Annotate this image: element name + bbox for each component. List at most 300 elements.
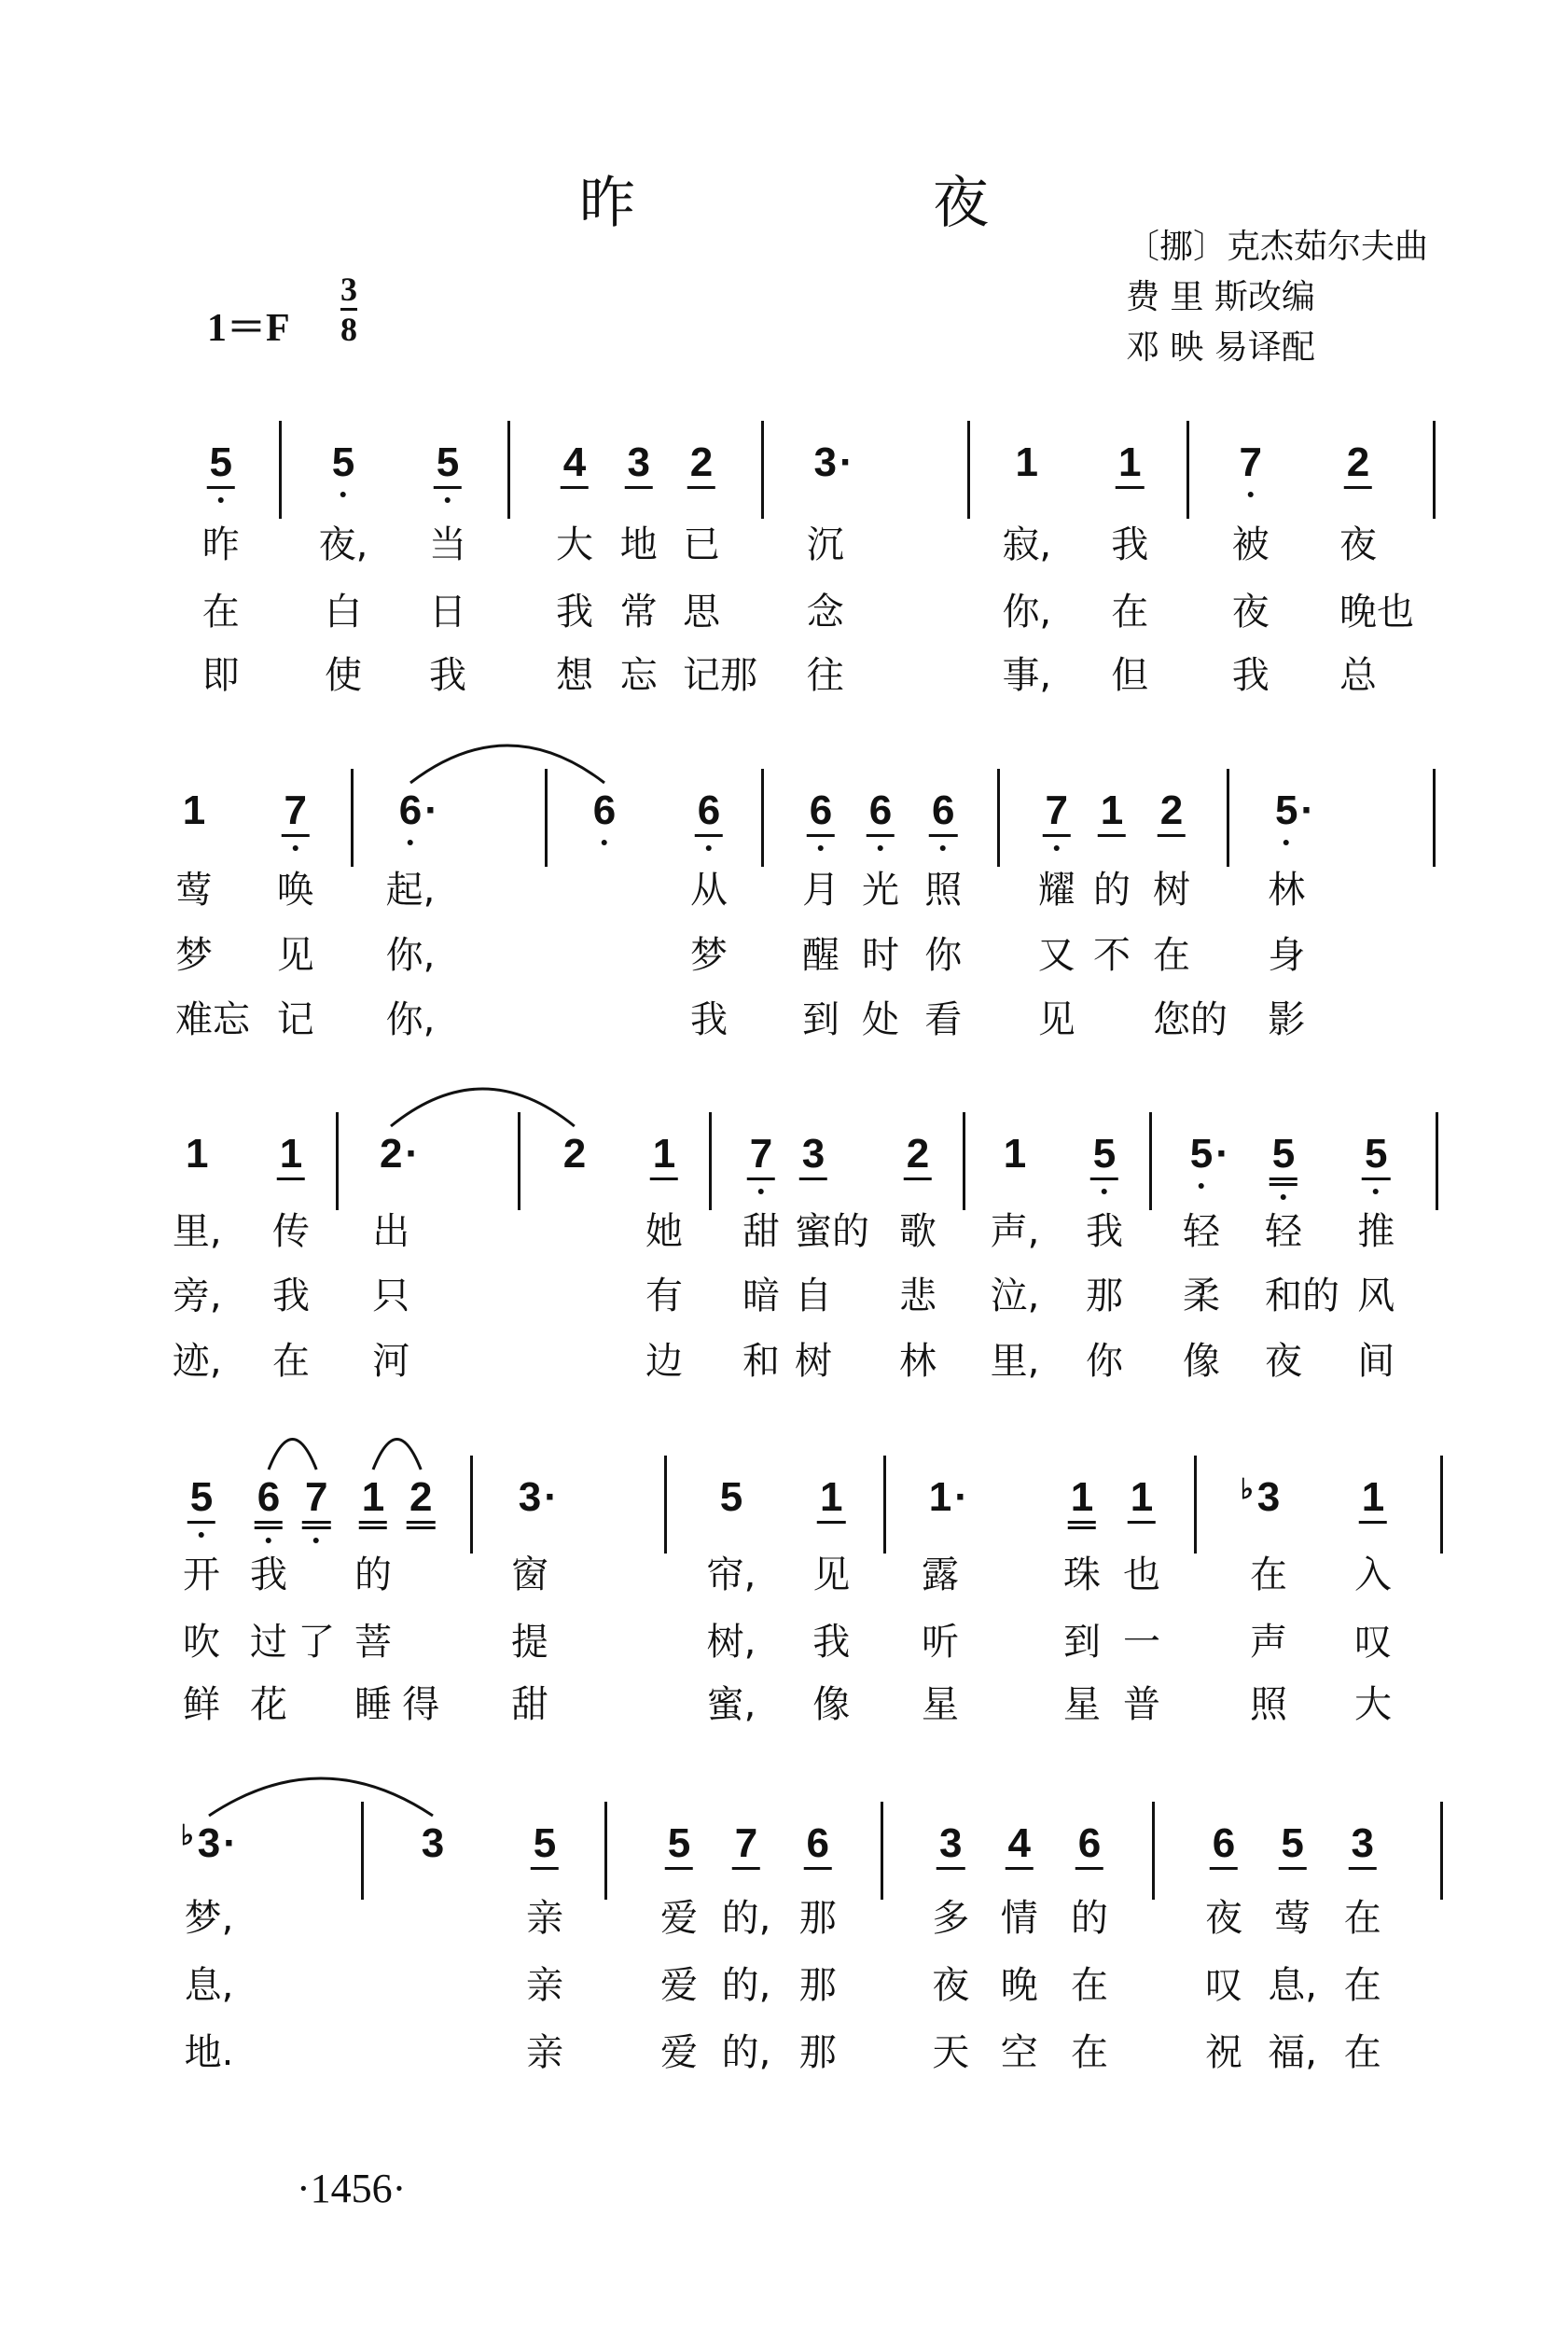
- lyric-syllable: 林: [1268, 869, 1306, 912]
- note-digit: 7: [1045, 787, 1069, 833]
- beam-underline: [1128, 1521, 1156, 1524]
- lyric-syllable: 鲜: [183, 1683, 220, 1726]
- note: [398, 787, 438, 834]
- note-digit: 7: [749, 1131, 773, 1177]
- lyric-syllable: 影: [1268, 998, 1306, 1041]
- note: [280, 1131, 302, 1177]
- note-digit: 6: [809, 787, 833, 833]
- flat-accidental: ♭: [1240, 1474, 1254, 1505]
- note: [284, 787, 307, 834]
- barline: [336, 1112, 339, 1210]
- lyric-syllable: 息,: [184, 1964, 234, 2007]
- lyric-syllable: 亲: [526, 2031, 563, 2074]
- lyric-syllable: 在: [1111, 591, 1149, 634]
- lyric-syllable: 祝: [1205, 2031, 1242, 2074]
- lyric-syllable: 甜: [742, 1210, 780, 1253]
- lyric-syllable: 自: [795, 1275, 832, 1317]
- note: [907, 1131, 929, 1177]
- lyric-syllable: 林: [899, 1340, 937, 1383]
- note-digit: 1: [652, 1131, 676, 1177]
- lyric-syllable: 莺: [1273, 1897, 1311, 1940]
- lyric-syllable: 事,: [1002, 654, 1052, 697]
- low-octave-dot: [706, 845, 712, 851]
- low-octave-dot: [878, 845, 883, 851]
- lyric-syllable: 间: [1357, 1340, 1395, 1383]
- lyric-syllable: 我: [1111, 523, 1149, 566]
- beam-underline: [1278, 1867, 1306, 1870]
- note-digit: 6: [806, 1820, 830, 1866]
- lyric-syllable: 不: [1093, 934, 1131, 977]
- barline: [1152, 1802, 1155, 1900]
- note-digit: 6: [592, 787, 617, 833]
- tie-slur: [364, 1423, 430, 1479]
- lyric-syllable: 的: [354, 1554, 392, 1596]
- lyric-syllable: 开: [183, 1554, 220, 1596]
- lyric-syllable: 听: [922, 1621, 959, 1664]
- lyric-syllable: 我: [1086, 1210, 1123, 1253]
- credits: [1126, 222, 1428, 373]
- beam-underline: [867, 834, 895, 837]
- barline: [279, 421, 282, 519]
- lyric-syllable: 在: [1071, 1964, 1108, 2007]
- note-digit: 5: [667, 1820, 691, 1866]
- lyric-syllable: 提: [511, 1621, 548, 1664]
- lyric-syllable: 夜: [1339, 523, 1377, 566]
- note-digit: 1: [1070, 1474, 1094, 1520]
- lyric-syllable: 到: [802, 998, 840, 1041]
- tie-slur: [401, 736, 614, 792]
- lyric-syllable: 我: [556, 591, 593, 634]
- note: [1189, 1131, 1229, 1177]
- note-digit: 7: [1239, 439, 1263, 485]
- lyric-syllable: 时: [862, 934, 899, 977]
- lyric-syllable: 夜: [932, 1964, 970, 2007]
- note: [1004, 1131, 1026, 1177]
- lyric-syllable: 在: [1153, 934, 1190, 977]
- beam-underline: [282, 834, 310, 837]
- beam-underline: [302, 1526, 330, 1529]
- augmentation-dot: ·: [840, 439, 853, 485]
- note-digit: 1: [182, 787, 206, 833]
- lyric-syllable: 忘: [619, 654, 658, 697]
- lyric-syllable: 树: [795, 1340, 832, 1383]
- lyric-syllable: 的,: [721, 1897, 771, 1940]
- note: [1078, 1820, 1101, 1867]
- lyric-syllable: 亲: [526, 1964, 563, 2007]
- note: [422, 1820, 444, 1867]
- lyric-syllable: 莺: [175, 869, 213, 912]
- barline: [997, 769, 1000, 867]
- lyric-syllable: 入: [1354, 1554, 1392, 1596]
- composer-credit: 〔挪〕克杰茹尔夫曲: [1125, 228, 1428, 266]
- lyric-syllable: 处: [862, 998, 899, 1041]
- lyric-syllable: 过: [250, 1621, 287, 1664]
- barline: [963, 1112, 965, 1210]
- note: [653, 1131, 675, 1177]
- beam-underline: [302, 1521, 330, 1524]
- lyric-syllable: 她: [645, 1210, 683, 1253]
- lyric-syllable: 甜: [511, 1683, 548, 1726]
- lyric-syllable: 晚也: [1339, 591, 1414, 634]
- lyric-syllable: 又: [1037, 934, 1075, 977]
- note-digit: 4: [1007, 1820, 1032, 1866]
- lyric-syllable: 在: [1343, 1897, 1381, 1940]
- lyric-syllable: 普: [1123, 1683, 1160, 1726]
- beam-underline: [1210, 1867, 1238, 1870]
- lyric-syllable: 窗: [511, 1554, 548, 1596]
- low-octave-dot: [1102, 1189, 1107, 1194]
- lyric-syllable: 总: [1339, 654, 1377, 697]
- augmentation-dot: ·: [954, 1474, 968, 1520]
- note: [190, 1474, 213, 1521]
- lyric-syllable: 日: [429, 591, 466, 634]
- lyric-syllable: 在: [1071, 2031, 1108, 2074]
- low-octave-dot: [940, 845, 946, 851]
- lyric-syllable: 出: [372, 1210, 410, 1253]
- augmentation-dot: ·: [223, 1820, 237, 1866]
- note: [932, 787, 954, 834]
- lyric-syllable: 你: [1086, 1340, 1123, 1383]
- lyric-syllable: 梦: [690, 934, 728, 977]
- flat-accidental: ♭: [180, 1820, 194, 1851]
- lyric-syllable: 像: [1183, 1340, 1220, 1383]
- lyric-syllable: 声,: [990, 1210, 1040, 1253]
- note: [518, 1474, 558, 1521]
- beam-underline: [1098, 834, 1126, 837]
- note: [628, 439, 650, 486]
- lyric-syllable: 照: [1250, 1683, 1287, 1726]
- low-octave-dot: [1199, 1183, 1204, 1189]
- lyric-syllable: 夜: [1265, 1340, 1302, 1383]
- lyric-syllable: 边: [645, 1340, 683, 1383]
- note-digit: 5: [1364, 1131, 1388, 1177]
- beam-underline: [1068, 1521, 1096, 1524]
- time-signature-bottom: 8: [340, 311, 357, 348]
- note-digit: 5: [209, 439, 233, 485]
- low-octave-dot: [818, 845, 824, 851]
- barline: [1440, 1802, 1443, 1900]
- lyric-syllable: 我: [812, 1621, 851, 1664]
- lyric-syllable: 常: [619, 591, 658, 634]
- note-digit: 1: [819, 1474, 843, 1520]
- note: [1240, 439, 1262, 486]
- lyric-syllable: 那: [798, 2031, 837, 2074]
- lyric-syllable: 河: [372, 1340, 410, 1383]
- augmentation-dot: ·: [544, 1474, 558, 1520]
- note-digit: 3: [518, 1474, 542, 1520]
- lyric-syllable: 蜜,: [706, 1683, 756, 1726]
- note-digit: 6: [398, 787, 423, 833]
- time-signature: [340, 271, 357, 348]
- lyric-syllable: 蜜的: [795, 1210, 869, 1253]
- lyric-syllable: 轻: [1265, 1210, 1302, 1253]
- beam-underline: [187, 1521, 215, 1524]
- lyric-syllable: 柔: [1183, 1275, 1220, 1317]
- beam-underline: [817, 1521, 845, 1524]
- note: [750, 1131, 772, 1177]
- barline: [470, 1456, 473, 1554]
- arranger-credit: 费 里 斯改编: [1125, 278, 1315, 316]
- barline: [351, 769, 354, 867]
- lyric-syllable: 大: [1354, 1683, 1392, 1726]
- lyric-syllable: 夜: [1231, 591, 1270, 634]
- note: [720, 1474, 742, 1521]
- note: [869, 787, 892, 834]
- beam-underline: [1270, 1177, 1297, 1180]
- lyric-syllable: 我: [690, 998, 728, 1041]
- low-octave-dot: [313, 1538, 319, 1543]
- note-digit: 7: [284, 787, 308, 833]
- note-digit: 2: [906, 1131, 930, 1177]
- lyric-syllable: 里,: [172, 1210, 222, 1253]
- note-digit: 2: [1346, 439, 1370, 485]
- lyric-syllable: 亲: [526, 1897, 563, 1940]
- note-digit: 3: [197, 1820, 221, 1866]
- lyric-syllable: 吹: [183, 1621, 220, 1664]
- low-octave-dot: [1281, 1194, 1286, 1200]
- lyric-syllable: 爱: [660, 1964, 698, 2007]
- lyric-syllable: 从: [690, 869, 728, 912]
- lyric-syllable: 但: [1111, 654, 1149, 697]
- lyric-syllable: 迹,: [172, 1340, 222, 1383]
- lyric-syllable: 即: [201, 654, 240, 697]
- note-digit: 1: [928, 1474, 952, 1520]
- note: [1362, 1474, 1384, 1521]
- lyric-syllable: 到: [1063, 1621, 1101, 1664]
- note: [563, 1131, 586, 1177]
- lyric-syllable: 悲: [899, 1275, 937, 1317]
- barline: [761, 769, 764, 867]
- note: [593, 787, 616, 834]
- beam-underline: [650, 1177, 678, 1180]
- lyric-syllable: 在: [1343, 2031, 1381, 2074]
- beam-underline: [531, 1867, 559, 1870]
- lyric-syllable: 难忘: [175, 998, 250, 1041]
- lyric-syllable: 像: [812, 1683, 851, 1726]
- barline: [883, 1456, 886, 1554]
- barline: [1433, 421, 1436, 519]
- note: [690, 439, 713, 486]
- low-octave-dot: [602, 840, 607, 845]
- note-digit: 5: [436, 439, 460, 485]
- lyric-syllable: 菩: [354, 1621, 392, 1664]
- beam-underline: [695, 834, 723, 837]
- note: [257, 1474, 280, 1521]
- lyric-syllable: 被: [1231, 523, 1270, 566]
- lyric-syllable: 往: [806, 654, 844, 697]
- lyric-syllable: 爱: [660, 1897, 698, 1940]
- note: [409, 1474, 432, 1521]
- note-digit: 6: [257, 1474, 281, 1520]
- lyric-syllable: 树,: [706, 1621, 756, 1664]
- lyric-syllable: 已: [683, 523, 720, 566]
- lyric-syllable: 一: [1123, 1621, 1160, 1664]
- tie-slur: [259, 1423, 326, 1479]
- note: [1274, 787, 1315, 834]
- tie-slur: [382, 1080, 584, 1136]
- beam-underline: [937, 1867, 964, 1870]
- lyric-syllable: 你: [924, 934, 963, 977]
- note-digit: 1: [1003, 1131, 1027, 1177]
- lyric-syllable: 的: [1071, 1897, 1108, 1940]
- low-octave-dot: [266, 1538, 271, 1543]
- barline: [761, 421, 764, 519]
- low-octave-dot: [293, 845, 298, 851]
- lyric-syllable: 我: [429, 654, 466, 697]
- note-digit: 2: [409, 1474, 433, 1520]
- note-digit: 6: [1077, 1820, 1102, 1866]
- beam-underline: [277, 1177, 305, 1180]
- lyric-syllable: 在: [201, 591, 240, 634]
- beam-underline: [904, 1177, 932, 1180]
- lyric-syllable: 看: [924, 998, 963, 1041]
- lyric-syllable: 和的: [1265, 1275, 1339, 1317]
- note: [183, 787, 205, 834]
- note: [186, 1131, 208, 1177]
- lyric-syllable: 思: [683, 591, 720, 634]
- note: [1008, 1820, 1031, 1867]
- lyric-syllable: 唤: [276, 869, 314, 912]
- barline: [1433, 769, 1436, 867]
- note-digit: 2: [689, 439, 714, 485]
- low-octave-dot: [199, 1532, 204, 1538]
- note: [534, 1820, 556, 1867]
- lyric-syllable: 和: [742, 1340, 780, 1383]
- note-digit: 7: [734, 1820, 758, 1866]
- barline: [507, 421, 510, 519]
- note: [1093, 1131, 1116, 1177]
- lyric-syllable: 梦,: [184, 1897, 234, 1940]
- lyric-syllable: 福,: [1268, 2031, 1317, 2074]
- note: [1016, 439, 1038, 486]
- note: [698, 787, 720, 834]
- lyric-syllable: 泣,: [990, 1275, 1040, 1317]
- beam-underline: [561, 486, 589, 489]
- barline: [967, 421, 970, 519]
- note: [1213, 1820, 1235, 1867]
- beam-underline: [799, 1177, 827, 1180]
- lyric-syllable: 白: [325, 591, 362, 634]
- note-digit: 2: [1159, 787, 1184, 833]
- note-digit: 5: [533, 1820, 557, 1866]
- barline: [604, 1802, 607, 1900]
- note: [379, 1131, 420, 1177]
- note-digit: 3: [1256, 1474, 1281, 1520]
- note: [1160, 787, 1183, 834]
- lyric-syllable: 我: [250, 1554, 287, 1596]
- lyric-syllable: 见: [276, 934, 314, 977]
- beam-underline: [1068, 1526, 1096, 1529]
- lyric-syllable: 你,: [385, 934, 436, 977]
- lyric-syllable: 梦: [175, 934, 213, 977]
- beam-underline: [1349, 1867, 1377, 1870]
- note: [332, 439, 354, 486]
- lyric-syllable: 歌: [899, 1210, 937, 1253]
- lyric-syllable: 叹: [1354, 1621, 1392, 1664]
- note-digit: 3: [813, 439, 838, 485]
- note-digit: 5: [1274, 787, 1298, 833]
- beam-underline: [1075, 1867, 1103, 1870]
- augmentation-dot: ·: [405, 1131, 420, 1177]
- beam-underline: [207, 486, 235, 489]
- beam-underline: [747, 1177, 775, 1180]
- lyric-syllable: 记: [276, 998, 314, 1041]
- note: [1101, 787, 1123, 834]
- low-octave-dot: [1373, 1189, 1379, 1194]
- note-digit: 3: [421, 1820, 445, 1866]
- note-digit: 1: [1015, 439, 1039, 485]
- lyric-syllable: 风: [1357, 1275, 1395, 1317]
- note-digit: 1: [1117, 439, 1142, 485]
- low-octave-dot: [1248, 492, 1254, 497]
- lyric-syllable: 爱: [660, 2031, 698, 2074]
- note-digit: 5: [189, 1474, 214, 1520]
- note: [802, 1131, 825, 1177]
- lyric-syllable: 那: [798, 1897, 837, 1940]
- note: [807, 1820, 829, 1867]
- beam-underline: [929, 834, 957, 837]
- lyric-syllable: 大: [556, 523, 593, 566]
- beam-underline: [1270, 1183, 1297, 1186]
- low-octave-dot: [218, 497, 224, 503]
- lyric-syllable: 使: [325, 654, 362, 697]
- note: [813, 439, 853, 486]
- barline: [1440, 1456, 1443, 1554]
- note-digit: 3: [627, 439, 651, 485]
- note: [1365, 1131, 1387, 1177]
- barline: [1149, 1112, 1152, 1210]
- beam-underline: [1116, 486, 1144, 489]
- beam-underline: [1344, 486, 1372, 489]
- note: [1118, 439, 1141, 486]
- lyric-syllable: 我: [272, 1275, 310, 1317]
- lyric-syllable: 的: [1093, 869, 1131, 912]
- lyric-syllable: 当: [429, 523, 466, 566]
- note-digit: 6: [931, 787, 955, 833]
- low-octave-dot: [340, 492, 346, 497]
- lyric-syllable: 你,: [385, 998, 436, 1041]
- lyric-syllable: 昨: [201, 523, 240, 566]
- lyric-syllable: 见: [1037, 998, 1075, 1041]
- lyric-syllable: 在: [1250, 1554, 1287, 1596]
- lyric-syllable: 您的: [1153, 998, 1228, 1041]
- barline: [709, 1112, 712, 1210]
- lyric-syllable: 里,: [990, 1340, 1040, 1383]
- lyric-syllable: 珠: [1063, 1554, 1101, 1596]
- lyric-syllable: 天: [932, 2031, 970, 2074]
- lyric-syllable: 起,: [385, 869, 436, 912]
- beam-underline: [359, 1526, 387, 1529]
- lyric-syllable: 旁,: [172, 1275, 222, 1317]
- lyric-syllable: 身: [1268, 934, 1306, 977]
- note: [1272, 1131, 1295, 1177]
- note: [1347, 439, 1369, 486]
- lyric-syllable: 夜: [1205, 1897, 1242, 1940]
- translator-credit: 邓 映 易译配: [1125, 328, 1315, 367]
- lyric-syllable: 沉: [806, 523, 844, 566]
- lyric-syllable: 的,: [721, 2031, 771, 2074]
- note: [437, 439, 459, 486]
- beam-underline: [434, 486, 462, 489]
- augmentation-dot: ·: [1215, 1131, 1229, 1177]
- augmentation-dot: ·: [424, 787, 438, 833]
- time-signature-top: 3: [340, 271, 357, 311]
- barline: [881, 1802, 883, 1900]
- lyric-syllable: 光: [862, 869, 899, 912]
- note-digit: 3: [1351, 1820, 1375, 1866]
- beam-underline: [1090, 1177, 1118, 1180]
- note: [362, 1474, 384, 1521]
